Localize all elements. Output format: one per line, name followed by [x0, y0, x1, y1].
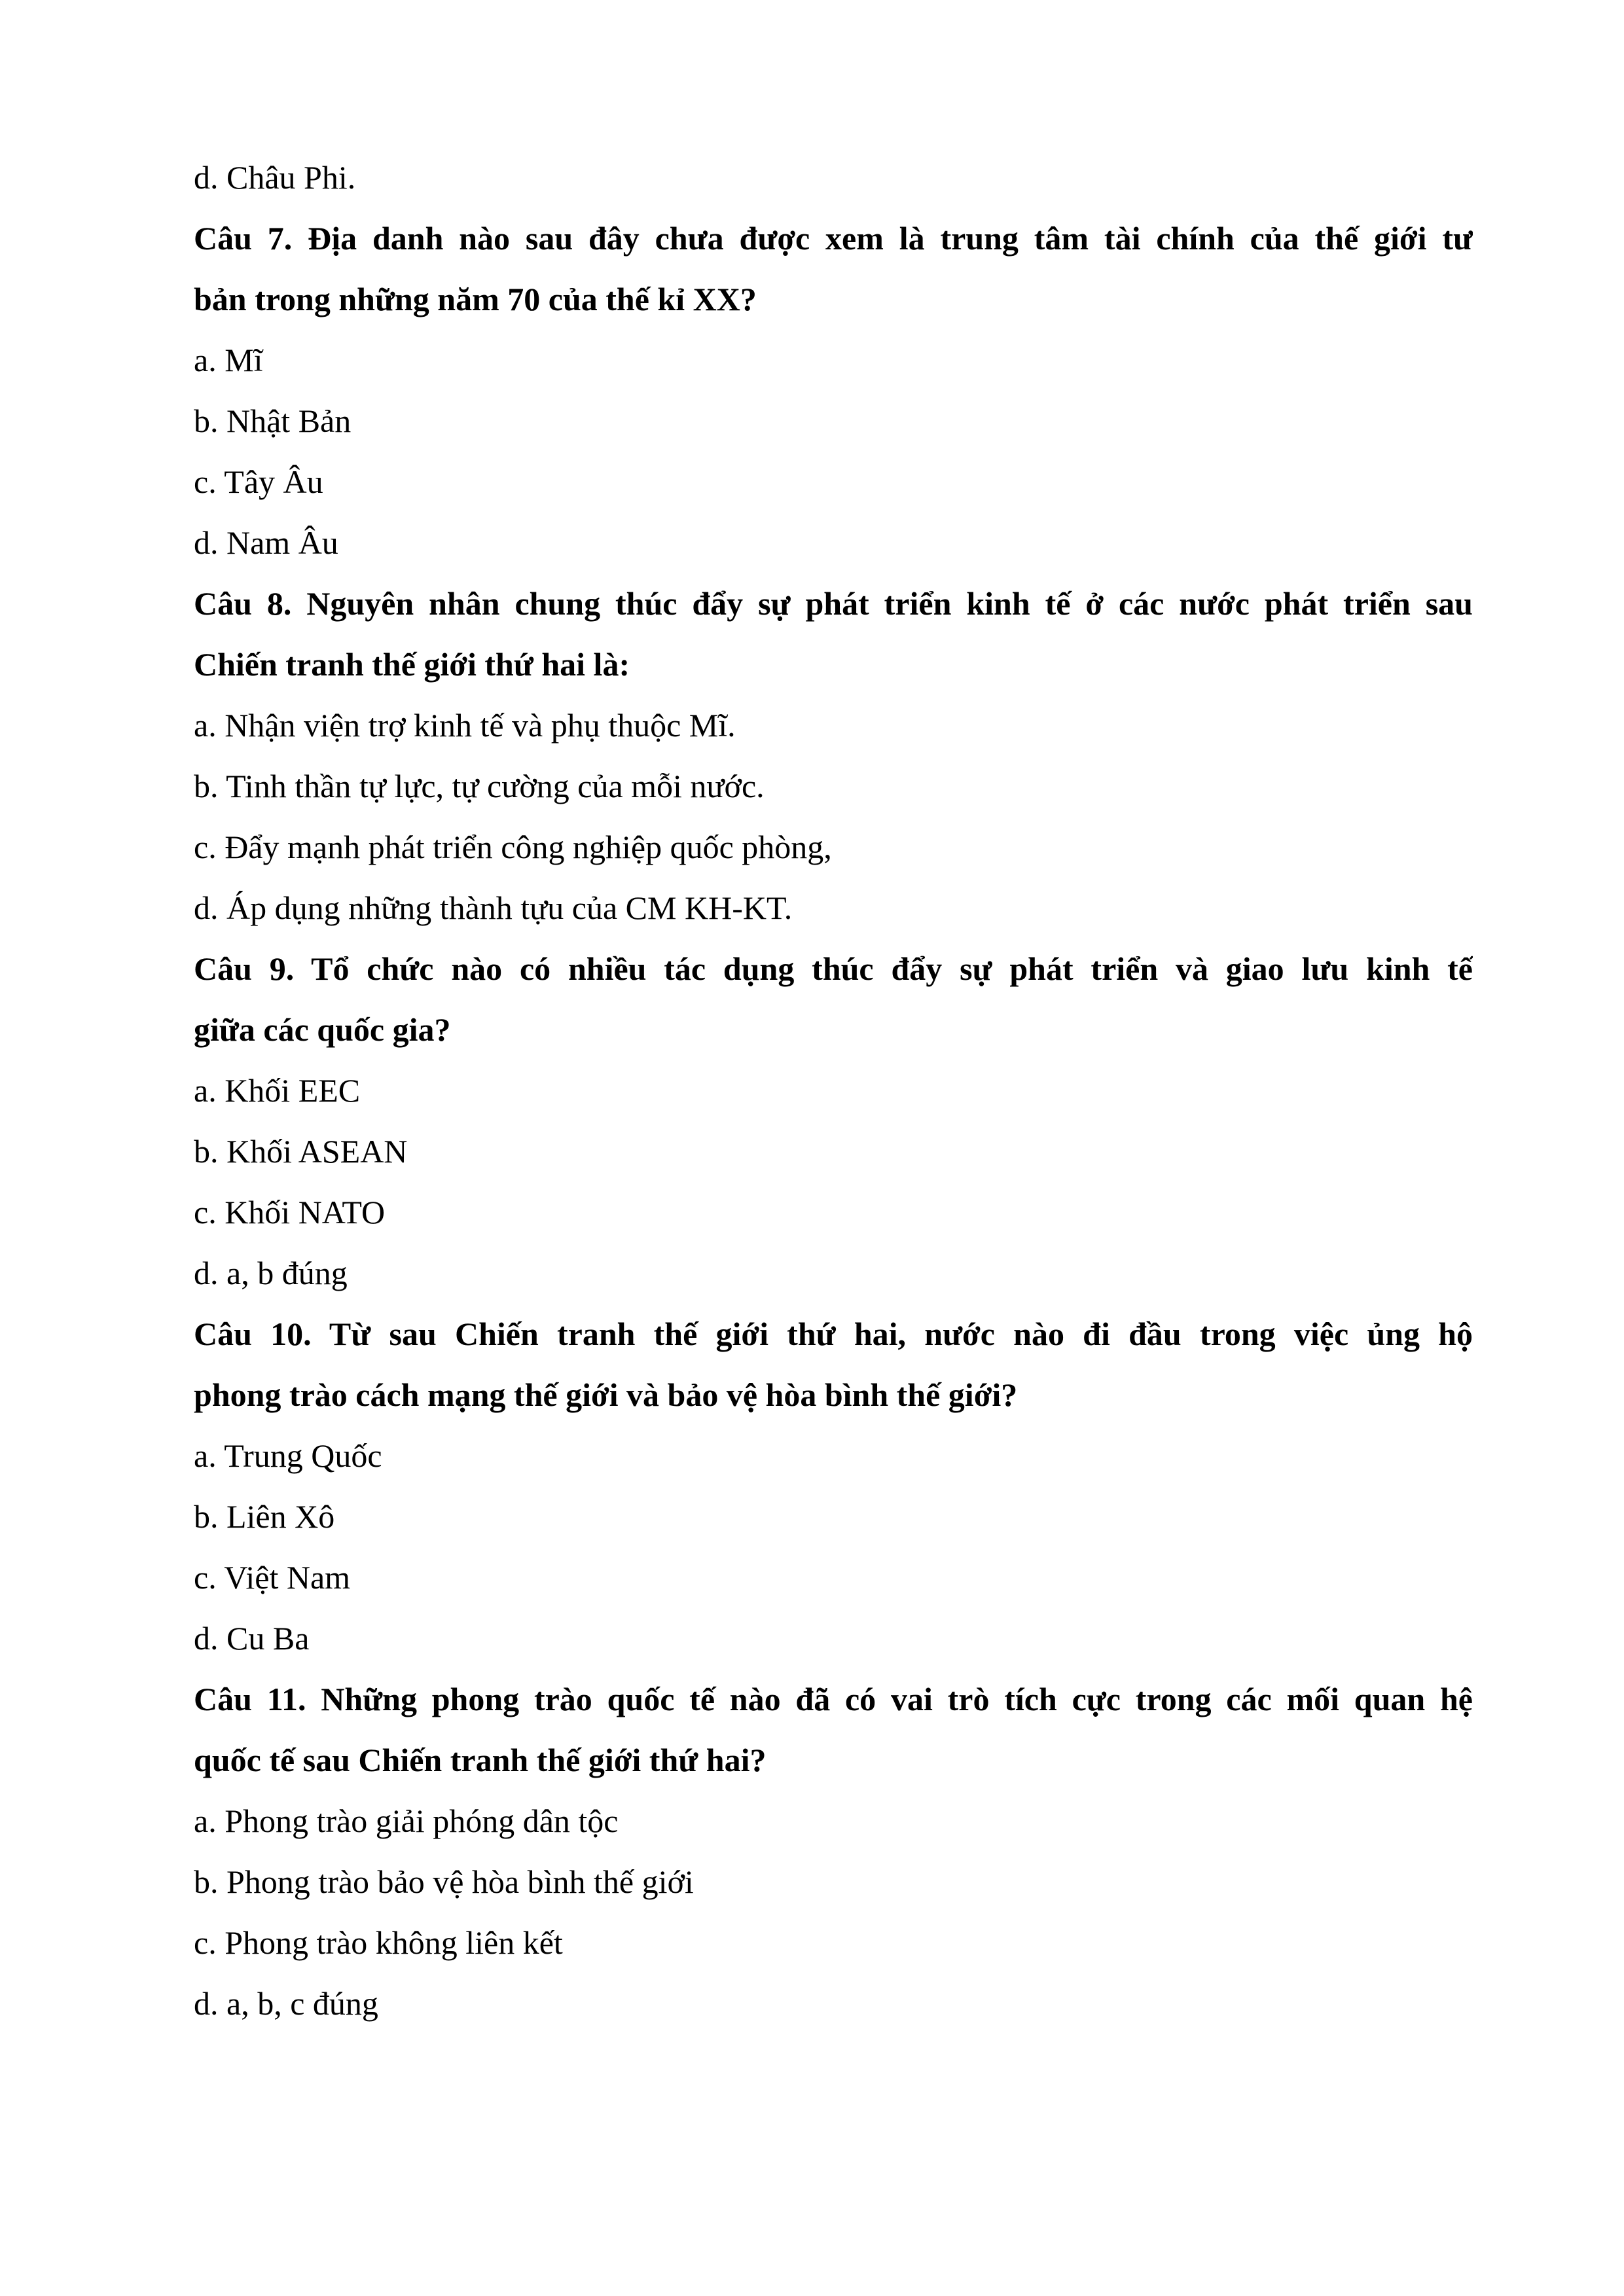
- answer-option: c. Khối NATO: [194, 1194, 386, 1230]
- answer-option: d. a, b, c đúng: [194, 1985, 378, 2022]
- answer-option: a. Khối EEC: [194, 1072, 361, 1109]
- question-text: Câu 10. Từ sau Chiến tranh thế giới thứ hai, nước nào đi đầu trong việc ủng hộ: [194, 1316, 1473, 1352]
- answer-option: d. Áp dụng những thành tựu của CM KH-KT.: [194, 889, 793, 926]
- answer-option: a. Phong trào giải phóng dân tộc: [194, 1803, 619, 1839]
- answer-option: c. Đẩy mạnh phát triển công nghiệp quốc phòng,: [194, 829, 832, 865]
- answer-option: b. Phong trào bảo vệ hòa bình thế giới: [194, 1863, 694, 1900]
- question-text-continued: giữa các quốc gia?: [194, 1011, 451, 1048]
- answer-option: c. Tây Âu: [194, 463, 323, 500]
- question-list: [194, 147, 1473, 2034]
- question-text-continued: phong trào cách mạng thế giới và bảo vệ hòa bình thế giới?: [194, 1376, 1018, 1413]
- question-text-continued: Chiến tranh thế giới thứ hai là:: [194, 646, 630, 683]
- answer-option: d. Nam Âu: [194, 524, 338, 561]
- answer-option: a. Mĩ: [194, 342, 263, 378]
- answer-option: d. Cu Ba: [194, 1620, 310, 1657]
- question-text-continued: bản trong những năm 70 của thế kỉ XX?: [194, 281, 757, 317]
- answer-option: a. Trung Quốc: [194, 1437, 382, 1474]
- answer-option: b. Liên Xô: [194, 1498, 335, 1535]
- answer-option: c. Việt Nam: [194, 1559, 351, 1596]
- answer-option: c. Phong trào không liên kết: [194, 1924, 563, 1961]
- question-text: Câu 9. Tổ chức nào có nhiều tác dụng thúc đẩy sự phát triển và giao lưu kinh tế: [194, 950, 1473, 987]
- answer-option: a. Nhận viện trợ kinh tế và phụ thuộc Mĩ.: [194, 707, 736, 744]
- question-text: Câu 11. Những phong trào quốc tế nào đã có vai trò tích cực trong các mối quan hệ: [194, 1681, 1473, 1717]
- question-text: Câu 8. Nguyên nhân chung thúc đẩy sự phát triển kinh tế ở các nước phát triển sau: [194, 585, 1473, 622]
- answer-option: d. Châu Phi.: [194, 159, 356, 196]
- question-text: Câu 7. Địa danh nào sau đây chưa được xem là trung tâm tài chính của thế giới tư: [194, 220, 1473, 257]
- question-text-continued: quốc tế sau Chiến tranh thế giới thứ hai?: [194, 1742, 767, 1778]
- answer-option: d. a, b đúng: [194, 1255, 348, 1291]
- answer-option: b. Nhật Bản: [194, 403, 352, 439]
- answer-option: b. Khối ASEAN: [194, 1133, 408, 1170]
- answer-option: b. Tinh thần tự lực, tự cường của mỗi nước.: [194, 768, 765, 804]
